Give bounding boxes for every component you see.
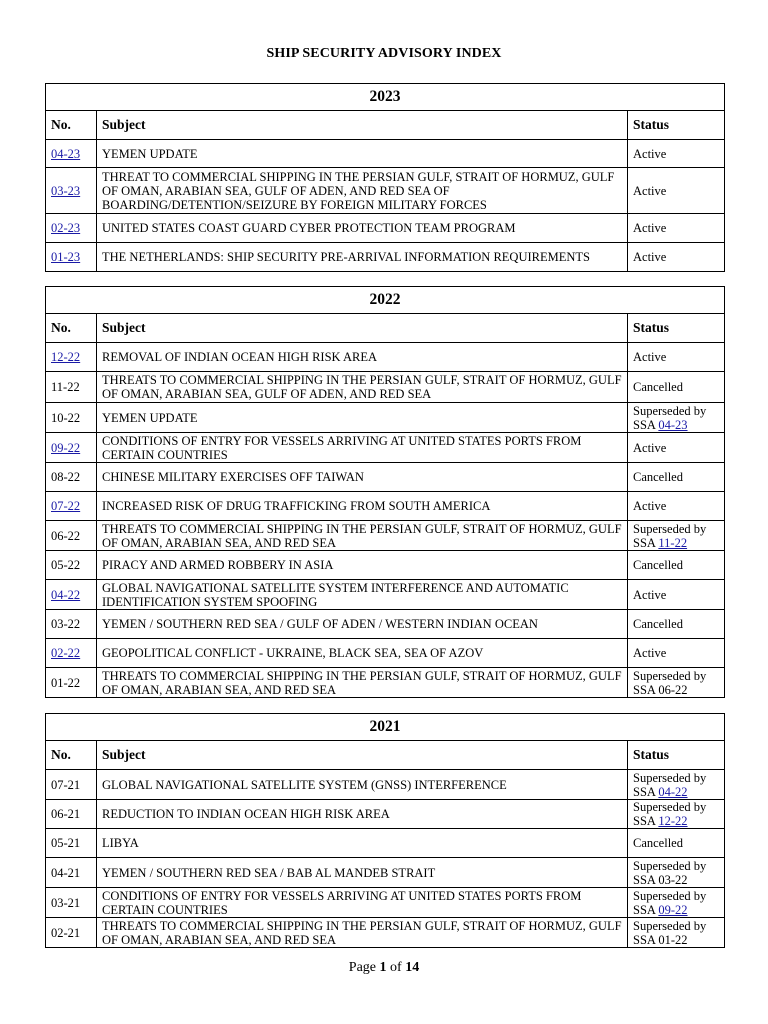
table-row bbox=[46, 770, 725, 800]
advisory-link[interactable]: 04-22 bbox=[51, 587, 81, 602]
advisory-link[interactable]: 07-22 bbox=[51, 499, 81, 513]
status-text: Superseded by bbox=[633, 858, 707, 873]
status-cell bbox=[628, 829, 725, 858]
status-text: Superseded by bbox=[633, 403, 707, 418]
advisory-link[interactable]: 01-23 bbox=[51, 250, 81, 264]
page-of-label: of bbox=[390, 960, 402, 975]
status-text: Cancelled bbox=[633, 558, 683, 572]
advisory-number: 02-21 bbox=[51, 925, 81, 940]
table-row bbox=[46, 800, 725, 829]
advisory-number-cell bbox=[46, 372, 97, 403]
total-pages: 14 bbox=[405, 960, 420, 975]
advisory-number: 01-22 bbox=[51, 675, 81, 690]
status-cell bbox=[628, 770, 725, 800]
status-line bbox=[633, 814, 719, 828]
status-cell bbox=[628, 639, 725, 668]
advisory-subject: PIRACY AND ARMED ROBBERY IN ASIA bbox=[97, 551, 628, 580]
page-footer bbox=[0, 960, 768, 976]
status-text: Active bbox=[633, 499, 667, 513]
advisory-subject: LIBYA bbox=[97, 829, 628, 858]
status-cell bbox=[628, 140, 725, 168]
superseding-advisory-link[interactable]: 04-22 bbox=[658, 784, 688, 799]
table-row bbox=[46, 610, 725, 639]
status-text: Active bbox=[633, 646, 667, 660]
status-text: SSA bbox=[633, 814, 656, 828]
advisory-subject: CONDITIONS OF ENTRY FOR VESSELS ARRIVING AT UNITED STATES PORTS FROM CERTAIN COUNTRIES bbox=[97, 888, 628, 918]
status-text: Cancelled bbox=[633, 470, 683, 484]
table-row bbox=[46, 639, 725, 668]
status-line bbox=[633, 785, 719, 799]
column-header-subject: Subject bbox=[97, 741, 628, 770]
advisory-number: 07-21 bbox=[51, 777, 81, 792]
advisory-subject: THREAT TO COMMERCIAL SHIPPING IN THE PERSIAN GULF, STRAIT OF HORMUZ, GULF OF OMAN, ARABIAN SEA, GULF OF ADEN, AND RED SEA OF BOARDING/DETENTION/SEIZURE BY FOREIGN MILITARY FORCES bbox=[97, 168, 628, 214]
advisory-number-cell bbox=[46, 214, 97, 243]
advisory-number: 11-22 bbox=[51, 380, 80, 394]
status-text: SSA 06-22 bbox=[633, 682, 688, 697]
status-text: Cancelled bbox=[633, 380, 683, 394]
advisory-number-cell bbox=[46, 403, 97, 433]
status-text: Active bbox=[633, 350, 667, 364]
table-row bbox=[46, 551, 725, 580]
column-header-no: No. bbox=[46, 314, 97, 343]
table-row bbox=[46, 214, 725, 243]
advisory-number-cell bbox=[46, 858, 97, 888]
table-row bbox=[46, 668, 725, 698]
advisory-number-cell bbox=[46, 551, 97, 580]
status-cell bbox=[628, 580, 725, 610]
advisory-subject: CONDITIONS OF ENTRY FOR VESSELS ARRIVING AT UNITED STATES PORTS FROM CERTAIN COUNTRIES bbox=[97, 433, 628, 463]
status-text: Active bbox=[633, 183, 667, 198]
advisory-number: 03-22 bbox=[51, 617, 81, 631]
table-row bbox=[46, 918, 725, 948]
advisory-number-cell bbox=[46, 610, 97, 639]
status-text: Active bbox=[633, 587, 667, 602]
status-text: Active bbox=[633, 250, 667, 264]
advisory-link[interactable]: 12-22 bbox=[51, 350, 81, 364]
advisory-number: 06-21 bbox=[51, 807, 81, 821]
advisory-subject: THE NETHERLANDS: SHIP SECURITY PRE-ARRIVAL INFORMATION REQUIREMENTS bbox=[97, 243, 628, 272]
advisory-number-cell bbox=[46, 343, 97, 372]
status-cell bbox=[628, 610, 725, 639]
status-cell bbox=[628, 243, 725, 272]
advisory-subject: THREATS TO COMMERCIAL SHIPPING IN THE PERSIAN GULF, STRAIT OF HORMUZ, GULF OF OMAN, ARABIAN SEA, GULF OF ADEN, AND RED SEA bbox=[97, 372, 628, 403]
status-text: SSA 01-22 bbox=[633, 932, 688, 947]
table-row bbox=[46, 521, 725, 551]
table-row bbox=[46, 343, 725, 372]
table-row bbox=[46, 372, 725, 403]
advisory-table-2023 bbox=[45, 83, 725, 272]
advisory-number-cell bbox=[46, 243, 97, 272]
status-text: SSA bbox=[633, 784, 656, 799]
advisory-number: 03-21 bbox=[51, 895, 81, 910]
advisory-subject: THREATS TO COMMERCIAL SHIPPING IN THE PERSIAN GULF, STRAIT OF HORMUZ, GULF OF OMAN, ARABIAN SEA, AND RED SEA bbox=[97, 668, 628, 698]
advisory-subject: REMOVAL OF INDIAN OCEAN HIGH RISK AREA bbox=[97, 343, 628, 372]
page-label: Page bbox=[348, 960, 377, 975]
status-cell bbox=[628, 343, 725, 372]
table-row bbox=[46, 463, 725, 492]
advisory-subject: YEMEN UPDATE bbox=[97, 140, 628, 168]
status-cell bbox=[628, 372, 725, 403]
advisory-subject: CHINESE MILITARY EXERCISES OFF TAIWAN bbox=[97, 463, 628, 492]
status-cell bbox=[628, 492, 725, 521]
column-header-status: Status bbox=[628, 741, 725, 770]
current-page: 1 bbox=[379, 960, 387, 975]
year-heading: 2022 bbox=[46, 287, 725, 314]
table-row bbox=[46, 580, 725, 610]
superseding-advisory-link[interactable]: 04-23 bbox=[658, 417, 688, 432]
advisory-subject: YEMEN UPDATE bbox=[97, 403, 628, 433]
advisory-subject: UNITED STATES COAST GUARD CYBER PROTECTION TEAM PROGRAM bbox=[97, 214, 628, 243]
status-text: SSA 03-22 bbox=[633, 872, 688, 887]
column-header-subject: Subject bbox=[97, 111, 628, 140]
status-cell bbox=[628, 521, 725, 551]
advisory-number-cell bbox=[46, 668, 97, 698]
advisory-number-cell bbox=[46, 829, 97, 858]
advisory-number-cell bbox=[46, 800, 97, 829]
advisory-subject: THREATS TO COMMERCIAL SHIPPING IN THE PERSIAN GULF, STRAIT OF HORMUZ, GULF OF OMAN, ARABIAN SEA, AND RED SEA bbox=[97, 521, 628, 551]
advisory-link[interactable]: 04-23 bbox=[51, 146, 81, 161]
superseding-advisory-link[interactable]: 11-22 bbox=[658, 535, 688, 550]
advisory-subject: GLOBAL NAVIGATIONAL SATELLITE SYSTEM INTERFERENCE AND AUTOMATIC IDENTIFICATION SYSTEM SPOOFING bbox=[97, 580, 628, 610]
advisory-subject: GLOBAL NAVIGATIONAL SATELLITE SYSTEM (GNSS) INTERFERENCE bbox=[97, 770, 628, 800]
advisory-subject: REDUCTION TO INDIAN OCEAN HIGH RISK AREA bbox=[97, 800, 628, 829]
status-cell bbox=[628, 668, 725, 698]
status-text: SSA bbox=[633, 535, 656, 550]
advisory-link[interactable]: 03-23 bbox=[51, 183, 81, 198]
status-cell bbox=[628, 800, 725, 829]
status-cell bbox=[628, 214, 725, 243]
advisory-subject: YEMEN / SOUTHERN RED SEA / GULF OF ADEN / WESTERN INDIAN OCEAN bbox=[97, 610, 628, 639]
advisory-subject: INCREASED RISK OF DRUG TRAFFICKING FROM SOUTH AMERICA bbox=[97, 492, 628, 521]
advisory-link[interactable]: 02-22 bbox=[51, 646, 81, 660]
advisory-number-cell bbox=[46, 463, 97, 492]
status-text: Superseded by bbox=[633, 668, 707, 683]
status-text: SSA bbox=[633, 417, 656, 432]
advisory-number-cell bbox=[46, 168, 97, 214]
table-row bbox=[46, 403, 725, 433]
status-line bbox=[633, 903, 719, 917]
advisory-number-cell bbox=[46, 918, 97, 948]
column-header-subject: Subject bbox=[97, 314, 628, 343]
advisory-number: 05-21 bbox=[51, 836, 81, 850]
table-row bbox=[46, 243, 725, 272]
advisory-number: 04-21 bbox=[51, 865, 81, 880]
column-header-status: Status bbox=[628, 314, 725, 343]
table-row bbox=[46, 140, 725, 168]
advisory-number: 10-22 bbox=[51, 410, 81, 425]
column-header-no: No. bbox=[46, 741, 97, 770]
status-cell bbox=[628, 403, 725, 433]
advisory-subject: YEMEN / SOUTHERN RED SEA / BAB AL MANDEB STRAIT bbox=[97, 858, 628, 888]
status-cell bbox=[628, 463, 725, 492]
advisory-number: 05-22 bbox=[51, 558, 81, 572]
status-text: Superseded by bbox=[633, 800, 707, 814]
status-cell bbox=[628, 888, 725, 918]
table-row bbox=[46, 433, 725, 463]
advisory-table-2022 bbox=[45, 286, 725, 698]
advisory-subject: GEOPOLITICAL CONFLICT - UKRAINE, BLACK SEA, SEA OF AZOV bbox=[97, 639, 628, 668]
advisory-link[interactable]: 02-23 bbox=[51, 221, 81, 235]
document-title: SHIP SECURITY ADVISORY INDEX bbox=[266, 46, 502, 61]
advisory-number-cell bbox=[46, 639, 97, 668]
status-text: Cancelled bbox=[633, 836, 683, 850]
status-text: Active bbox=[633, 440, 667, 455]
advisory-number-cell bbox=[46, 433, 97, 463]
superseding-advisory-link[interactable]: 09-22 bbox=[658, 902, 688, 917]
year-heading: 2021 bbox=[46, 714, 725, 741]
year-heading: 2023 bbox=[46, 84, 725, 111]
table-row bbox=[46, 888, 725, 918]
status-text: Cancelled bbox=[633, 617, 683, 631]
column-header-no: No. bbox=[46, 111, 97, 140]
status-text: Superseded by bbox=[633, 770, 707, 785]
advisory-subject: THREATS TO COMMERCIAL SHIPPING IN THE PERSIAN GULF, STRAIT OF HORMUZ, GULF OF OMAN, ARABIAN SEA, AND RED SEA bbox=[97, 918, 628, 948]
advisory-number-cell bbox=[46, 492, 97, 521]
status-cell bbox=[628, 551, 725, 580]
column-header-status: Status bbox=[628, 111, 725, 140]
status-cell bbox=[628, 433, 725, 463]
advisory-number-cell bbox=[46, 770, 97, 800]
table-row bbox=[46, 829, 725, 858]
advisory-number-cell bbox=[46, 140, 97, 168]
status-text: SSA bbox=[633, 902, 656, 917]
advisory-number-cell bbox=[46, 580, 97, 610]
advisory-table-2021 bbox=[45, 713, 725, 948]
status-text: Active bbox=[633, 221, 667, 235]
status-text: Superseded by bbox=[633, 888, 707, 903]
status-line bbox=[633, 536, 719, 550]
status-text: Superseded by bbox=[633, 521, 707, 536]
superseding-advisory-link[interactable]: 12-22 bbox=[658, 814, 688, 828]
table-row bbox=[46, 858, 725, 888]
status-text: Active bbox=[633, 146, 667, 161]
advisory-number: 06-22 bbox=[51, 528, 81, 543]
status-text: Superseded by bbox=[633, 918, 707, 933]
status-cell bbox=[628, 858, 725, 888]
table-row bbox=[46, 492, 725, 521]
table-row bbox=[46, 168, 725, 214]
status-cell bbox=[628, 168, 725, 214]
status-cell bbox=[628, 918, 725, 948]
advisory-number-cell bbox=[46, 521, 97, 551]
status-line bbox=[633, 418, 719, 432]
advisory-number-cell bbox=[46, 888, 97, 918]
advisory-link[interactable]: 09-22 bbox=[51, 440, 81, 455]
advisory-number: 08-22 bbox=[51, 470, 81, 484]
